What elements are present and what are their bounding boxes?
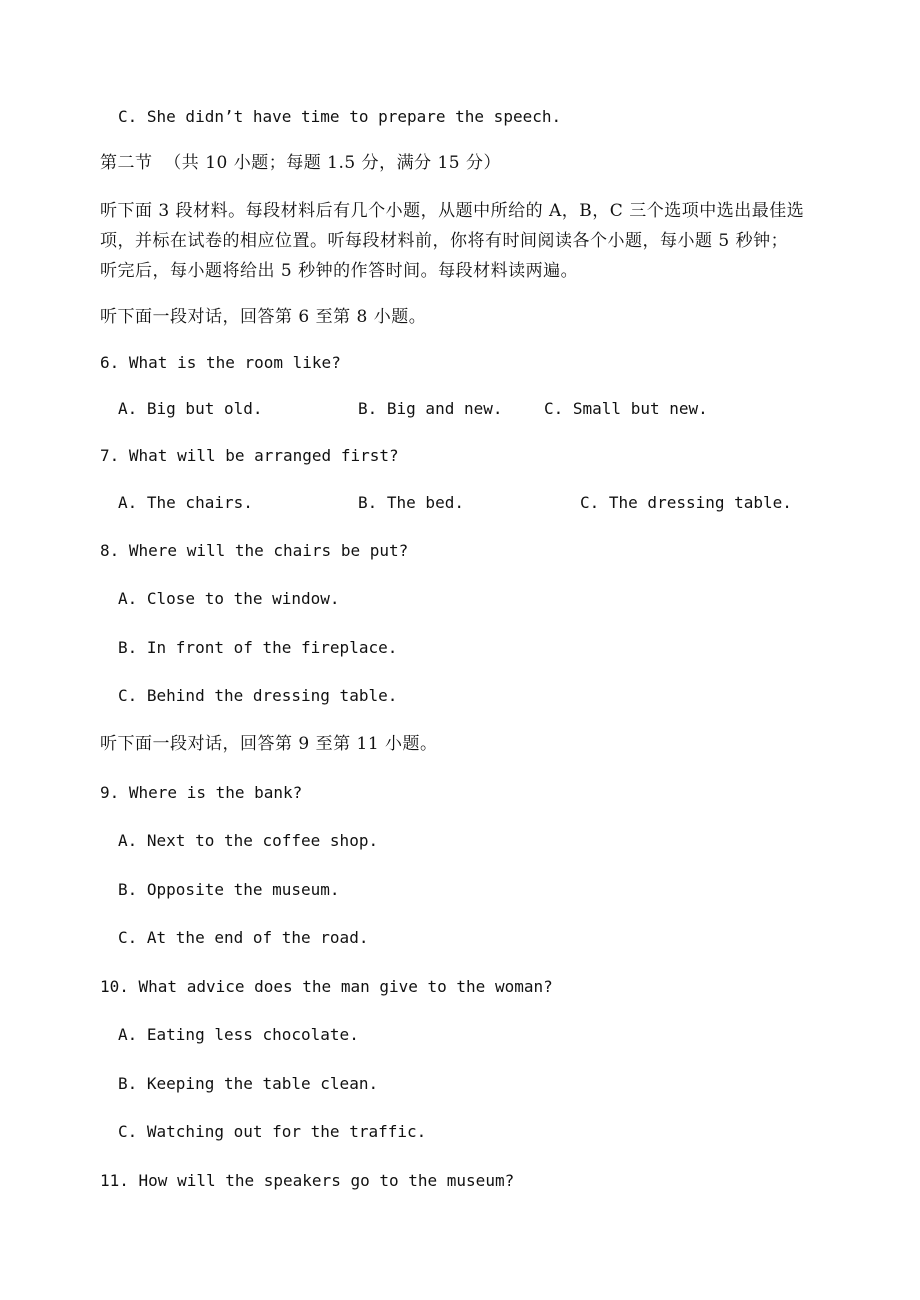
question-10-stem: 10. What advice does the man give to the woman?	[100, 977, 553, 996]
prev-question-option-c: C. She didn’t have time to prepare the speech.	[118, 107, 562, 126]
question-8-stem: 8. Where will the chairs be put?	[100, 541, 409, 560]
dialogue-1-intro: 听下面一段对话，回答第 6 至第 8 小题。	[100, 307, 427, 327]
question-6-option-b: B. Big and new.	[358, 399, 503, 418]
question-6-stem: 6. What is the room like?	[100, 353, 341, 372]
question-10-option-b: B. Keeping the table clean.	[118, 1074, 379, 1093]
question-9-stem: 9. Where is the bank?	[100, 783, 303, 802]
instructions-line-3: 听完后，每小题将给出 5 秒钟的作答时间。每段材料读两遍。	[100, 261, 579, 281]
question-6-option-a: A. Big but old.	[118, 399, 263, 418]
question-6-option-c: C. Small but new.	[544, 399, 708, 418]
question-7-option-b: B. The bed.	[358, 493, 464, 512]
instructions-line-2: 项，并标在试卷的相应位置。听每段材料前，你将有时间阅读各个小题，每小题 5 秒钟；	[100, 231, 789, 251]
question-10-option-c: C. Watching out for the traffic.	[118, 1122, 427, 1141]
question-7-option-c: C. The dressing table.	[580, 493, 792, 512]
question-11-stem: 11. How will the speakers go to the museum?	[100, 1171, 515, 1190]
question-7-stem: 7. What will be arranged first?	[100, 446, 399, 465]
question-9-option-b: B. Opposite the museum.	[118, 880, 340, 899]
question-8-option-c: C. Behind the dressing table.	[118, 686, 398, 705]
question-9-option-c: C. At the end of the road.	[118, 928, 369, 947]
section-heading: 第二节 （共 10 小题；每题 1.5 分，满分 15 分）	[100, 153, 502, 173]
dialogue-2-intro: 听下面一段对话，回答第 9 至第 11 小题。	[100, 734, 438, 754]
question-10-option-a: A. Eating less chocolate.	[118, 1025, 359, 1044]
question-8-option-a: A. Close to the window.	[118, 589, 340, 608]
question-8-option-b: B. In front of the fireplace.	[118, 638, 398, 657]
question-7-option-a: A. The chairs.	[118, 493, 253, 512]
question-9-option-a: A. Next to the coffee shop.	[118, 831, 379, 850]
instructions-line-1: 听下面 3 段材料。每段材料后有几个小题，从题中所给的 A，B，C 三个选项中选出最佳选	[100, 201, 805, 221]
